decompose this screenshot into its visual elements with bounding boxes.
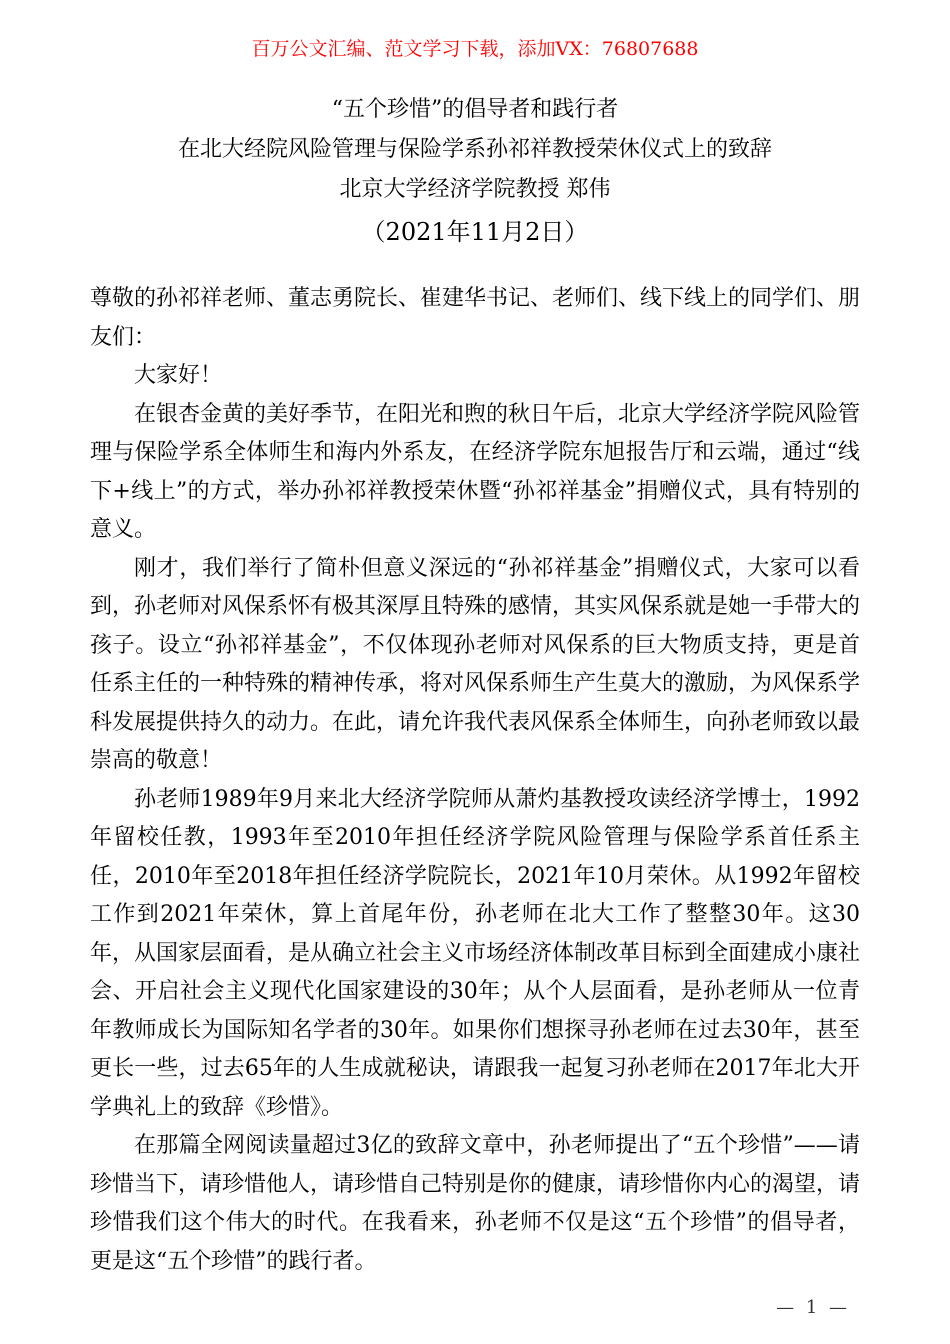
header-promo-notice: 百万公文汇编、范文学习下载，添加VX：76807688 [251, 38, 699, 60]
page-footer [776, 1297, 850, 1318]
document-subtitle: 在北大经院风险管理与保险学系孙祁祥教授荣休仪式上的致辞 [177, 137, 772, 162]
page-number: — 1 — [776, 1297, 850, 1318]
title-block [90, 90, 860, 254]
document-body [90, 280, 860, 1281]
document-author: 北京大学经济学院教授 郑伟 [339, 177, 611, 202]
document-title: “五个珍惜”的倡导者和践行者 [331, 97, 619, 122]
paragraph-ceremony-intro: 在银杏金黄的美好季节，在阳光和煦的秋日午后，北京大学经济学院风险管理与保险学系全体师生和海内外系友，在经济学院东旭报告厅和云端，通过“线下+线上”的方式，举办孙祁祥教授荣休暨“孙祁祥基金”捐赠仪式，具有特别的意义。 [90, 401, 861, 542]
paragraph-fund-donation: 刚才，我们举行了简朴但意义深远的“孙祁祥基金”捐赠仪式，大家可以看到，孙老师对风保系怀有极其深厚且特殊的感情，其实风保系就是她一手带大的孩子。设立“孙祁祥基金”，不仅体现孙老师对风保系的巨大物质支持，更是首任系主任的一种特殊的精神传承，将对风保系师生产生莫大的激励，为风保系学科发展提供持久的动力。在此，请允许我代表风保系全体师生，向孙老师致以最崇高的敬意！ [90, 555, 861, 773]
paragraph-greeting: 大家好！ [134, 363, 223, 388]
paragraph-five-cherishes: 在那篇全网阅读量超过3亿的致辞文章中，孙老师提出了“五个珍惜”——请珍惜当下，请珍惜他人，请珍惜自己特别是你的健康，请珍惜你内心的渴望，请珍惜我们这个伟大的时代。在我看来，孙老师不仅是这“五个珍惜”的倡导者，更是这“五个珍惜”的践行者。 [90, 1133, 861, 1274]
salutation-line: 尊敬的孙祁祥老师、董志勇院长、崔建华书记、老师们、线下线上的同学们、朋友们： [90, 286, 861, 350]
document-date: （2021年11月2日） [361, 218, 589, 246]
paragraph-career-history: 孙老师1989年9月来北大经济学院师从萧灼基教授攻读经济学博士，1992年留校任教，1993年至2010年担任经济学院风险管理与保险学系首任系主任，2010年至2018年担任经济学院院长，2021年10月荣休。从1992年留校工作到2021年荣休，算上首尾年份，孙老师在北大工作了整整30年。这30年，从国家层面看，是从确立社会主义市场经济体制改革目标到全面建成小康社会、开启社会主义现代化国家建设的30年；从个人层面看，是孙老师从一位青年教师成长为国际知名学者的30年。如果你们想探寻孙老师在过去30年，甚至更长一些，过去65年的人生成就秘诀，请跟我一起复习孙老师在2017年北大开学典礼上的致辞《珍惜》。 [90, 786, 861, 1120]
